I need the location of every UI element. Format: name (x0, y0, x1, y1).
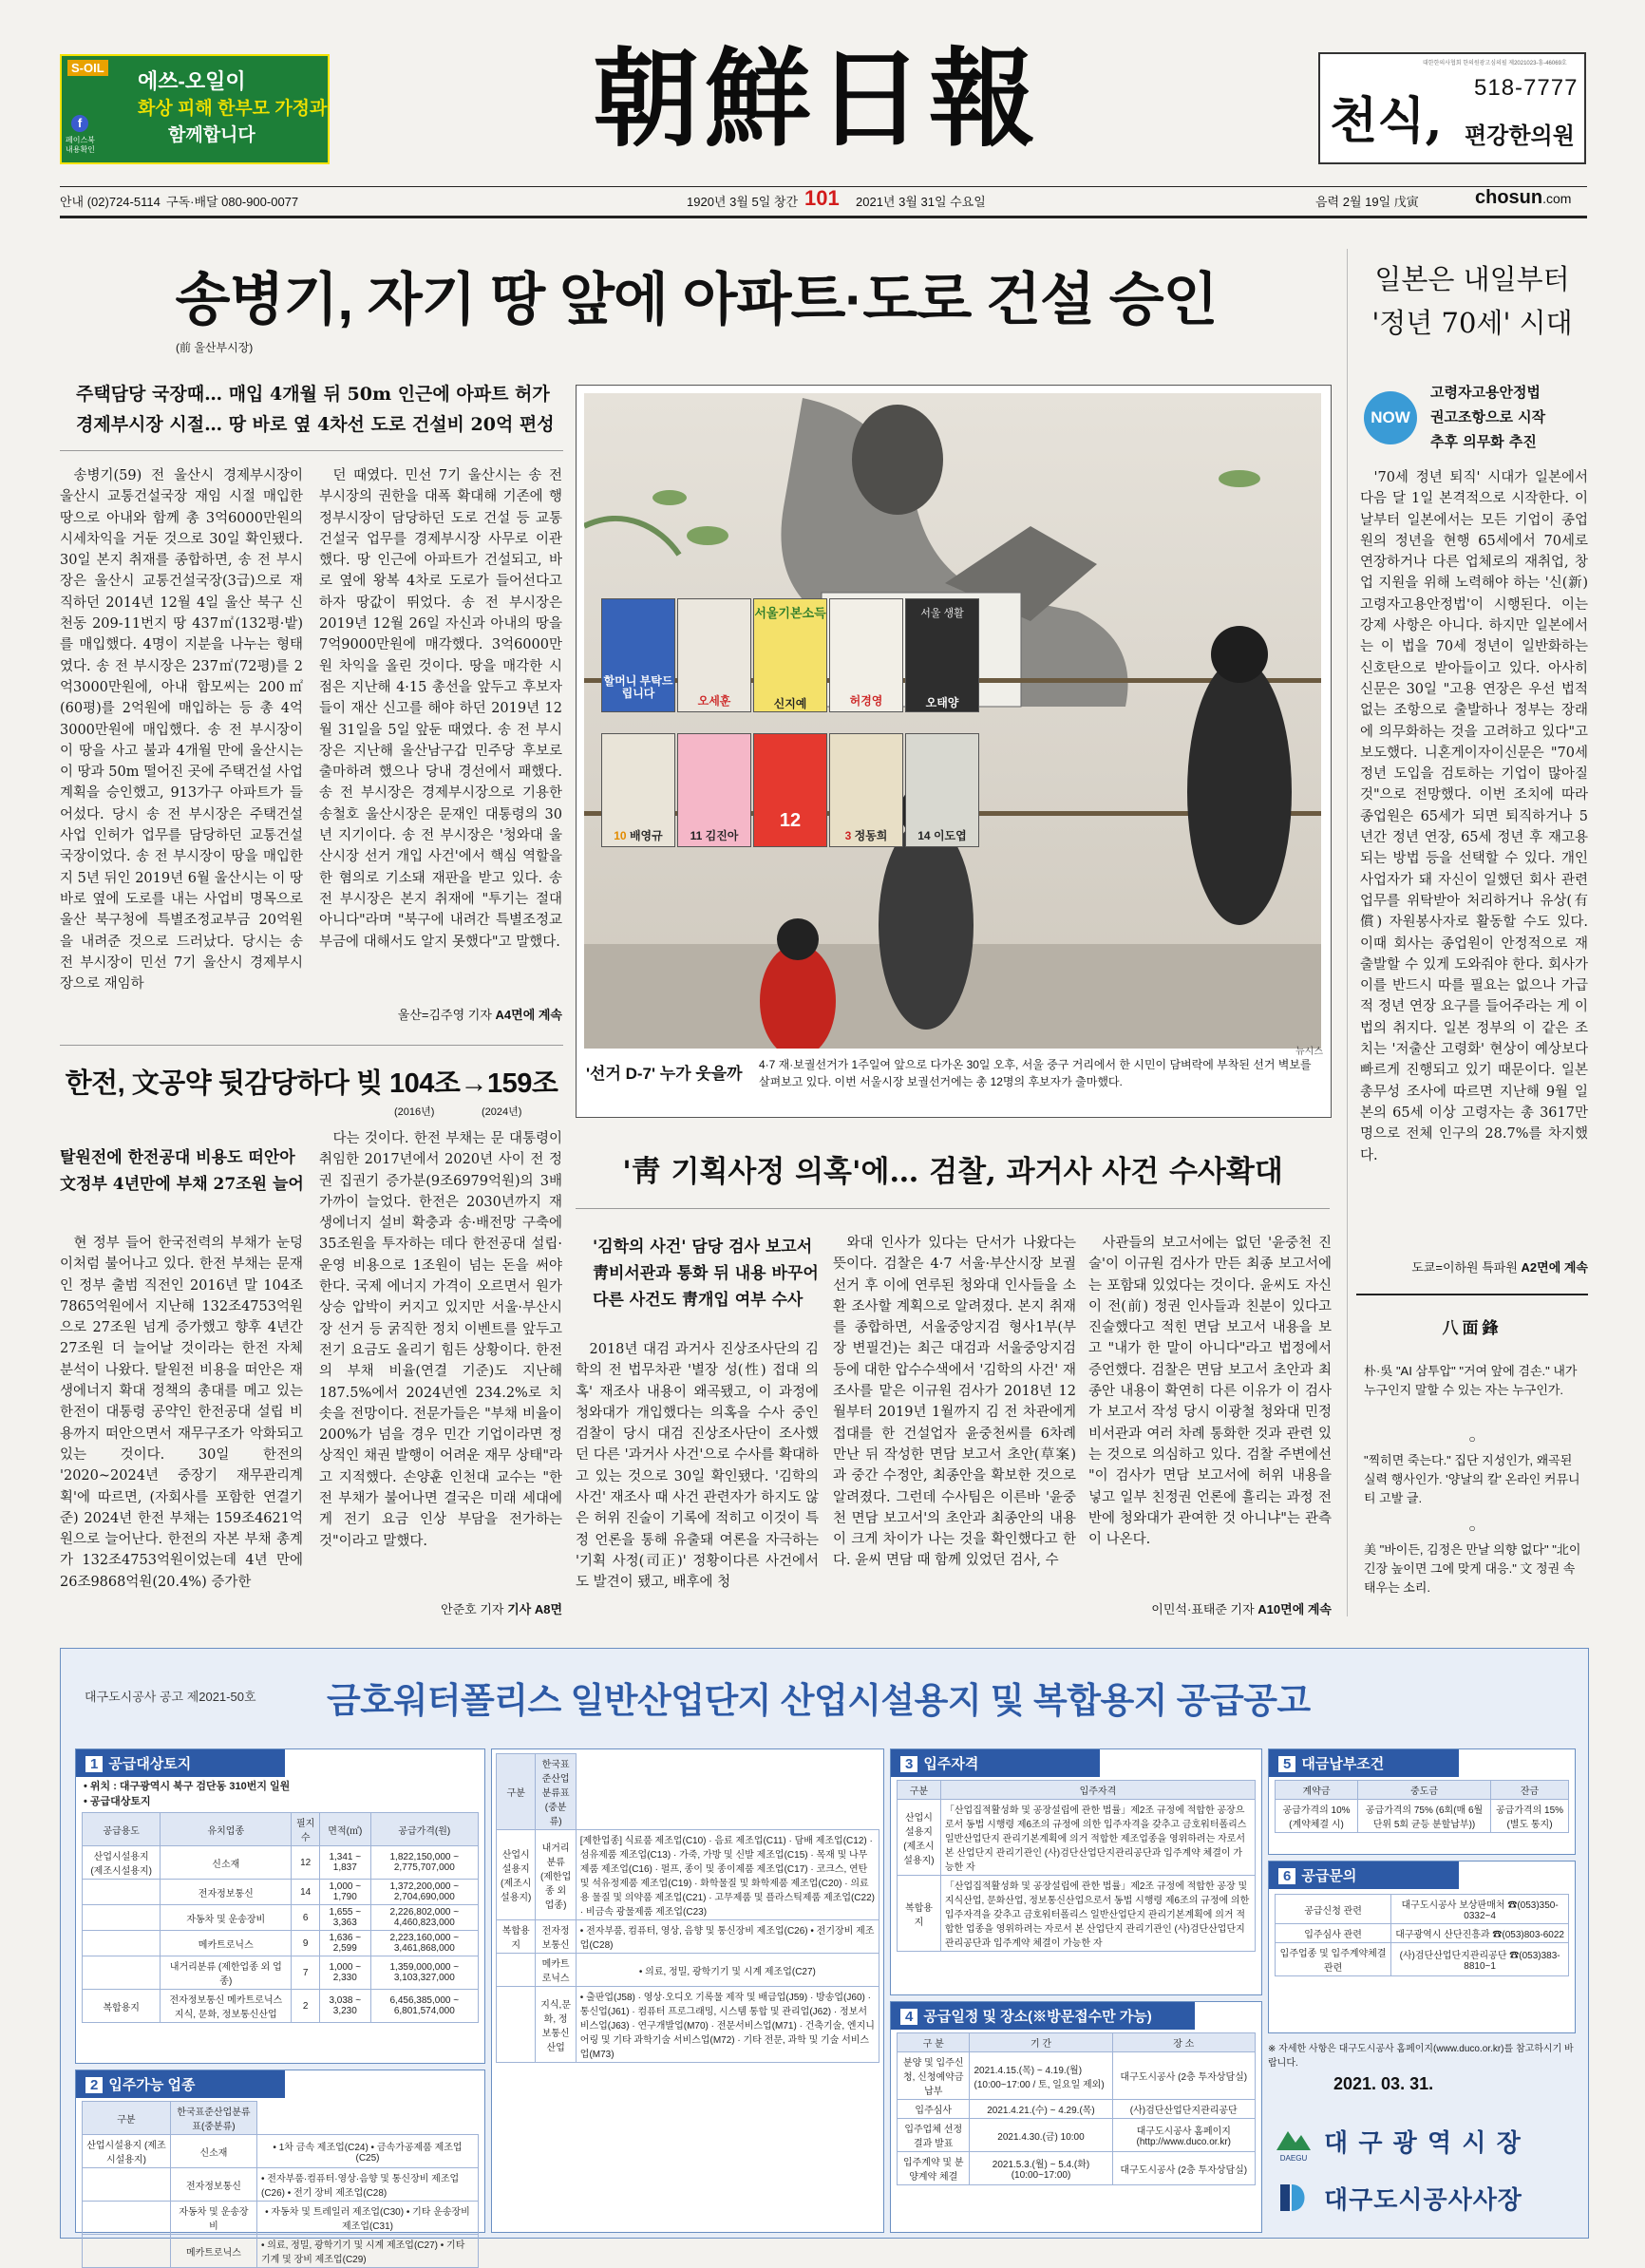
ad-middle-header-row (497, 1754, 879, 1830)
daegu-logo-text: DAEGU (1279, 2154, 1308, 2163)
kepco-body-1: 현 정부 들어 한국전력의 부채가 눈덩이처럼 불어나고 있다. 한전 부채는 문재인 정부 출범 직전인 2016년 말 104조7865억원에서 지난해 132조4753억원으로 27조원 넘게 증가했고 향후 4년간 27조원 더 늘어날 것이라는 한전 자체 분석이 나왔다. 탈원전 비용을 떠안은 재생에너지 확대 정책의 총대를 메고 있는 한전이 대통령 공약인 한전공대 설립 비용까지 떠안으면서 재무구조가 악화되고 있는 것이다. 30일 한전의 '2020~2024년 중장기 재무관리계획'에 따르면, (자회사를 포함한 연결기준) 2024년 한전 부채는 159조4621억원으로 늘어난다. 한전의 자본 부채 총계가 132조4753억원이었는데 4년 만에 26조9868억원(20.4%) 증가한 (60, 1236, 303, 1590)
poster-10-name: 이도엽 (933, 829, 967, 842)
bluehouse-body-3: 사관들의 보고서에는 없던 '윤중천 진술'이 이규원 검사가 만든 최종 보고서에는 포함돼 있었다는 것이다. 윤씨도 자신이 전(前) 정권 인사들과 친분이 있다고 진술했다고 적힌 면담 보고서 내용을 보고 "내가 한 말이 아니다"라고 법정에서 증언했다. 검찰은 면담 보고서 초안과 최종안 내용이 확연히 다른 이유가 이 검사가 보고서 작성 당시 이광철 청와대 민정비서관과 여러 차례 통화한 것과 관련 있는 것으로 의심하고 있다. 검찰 주변에선 "이 검사가 면담 보고서에 허위 내용을 넣고 일부 친정권 언론에 흘리는 과정 전반에 청와대가 관여한 것 아니냐"는 관측이 나온다. (1088, 1236, 1332, 1548)
ad-supply-header-cell: 필지수 (292, 1813, 320, 1846)
ad-payment-header-cell: 중도금 (1357, 1781, 1490, 1800)
ad-payment-table (1275, 1780, 1569, 1833)
ad-schedule-cell: 입주업체 선정결과 발표 (898, 2119, 970, 2152)
ad-contact-cell: 공급신청 관련 (1276, 1895, 1391, 1924)
ad-section-3-title: 입주자격 (923, 1756, 979, 1772)
ad-section-3 (890, 1748, 1262, 1995)
ad-industry-cell: • 전자부품·컴퓨터·영상·음향 및 통신장비 제조업(C26) • 전기 장비 제조업(C28) (257, 2168, 479, 2202)
ad-supply-cell: 1,000 ~ 2,330 (320, 1956, 371, 1990)
ad-supply-cell: 2,223,160,000 ~ 3,461,868,000 (370, 1931, 478, 1956)
ad-industry-cell: 산업시설용지 (제조시설용지) (83, 2135, 171, 2168)
ad-middle-header-cell: 한국표준산업분류표(중분류) (536, 1754, 576, 1830)
soil-ad-line3: 함께합니다 (168, 125, 255, 145)
right-column-divider (1347, 249, 1348, 1616)
palmyeon-sep-1: ○ (1468, 1432, 1476, 1446)
kepco-credit (319, 1599, 562, 1617)
bluehouse-credit (1088, 1599, 1332, 1617)
ad-industry-cell (83, 2168, 171, 2202)
ad-payment-cell: 공급가격의 75% (6회(매 6월 단위 5회 균등 분할납부)) (1357, 1800, 1490, 1833)
kepco-top-rule (60, 1045, 563, 1046)
ad-supply-cell (83, 1956, 161, 1990)
ad-middle-cell: • 출판업(J58) · 영상·오디오 기록물 제작 및 배급업(J59) · 방송업(J60) · 통신업(J61) · 컴퓨터 프로그래밍, 시스템 통합 및 관리업(J62) · 정보서비스업(J63) · 연구개발업(M70) · 전문서비스업(M71) · 건축기술, 엔지니어링 및 기타 과학기술 서비스업(M72) · 기타 전문, 과학 및 기술 서비스업(M73) (576, 1987, 879, 2063)
pyeonkang-ad-phone: 518-7777 (1474, 75, 1579, 101)
ad-middle-cell: 복합용지 (497, 1920, 536, 1954)
lead-column-2 (319, 465, 562, 1005)
ad-section-4-number: 4 (900, 2009, 917, 2025)
ad-section-4-header (891, 2002, 1195, 2030)
poster-10-number: 14 (917, 829, 931, 842)
ad-section-5-number: 5 (1278, 1756, 1295, 1772)
ad-contact-table (1275, 1894, 1569, 1976)
ad-qualify-header-cell: 구분 (898, 1781, 941, 1800)
poster-5 (905, 598, 979, 712)
lead-body-2: 던 때였다. 민선 7기 울산시는 송 전 부시장의 권한을 대폭 확대해 기존에 행정부시장이 담당하던 도로 건설 등 교통건설국 업무를 경제부시장 사무로 이관했다. 땅 인근에 아파트가 건설되고, 바로 옆에 왕복 4차로 도로가 들어선다고 하자 땅값이 뛰었다. 송 전 부시장은 2019년 12월 26일 자신과 아내의 땅을 7억9000만원에 매각했다. 3억6000만원 차익을 올린 것이다. 땅을 매각한 시점은 지난해 4·15 총선을 앞두고 후보자들이 재산 신고를 해야 하던 2019년 12월 31일을 5일 앞둔 때였다. 송 전 부시장은 지난해 울산남구갑 민주당 후보로 출마하려 했으나 당내 경선에서 패했다. 송 전 부시장은 경제부시장으로 기용한 송철호 울산시장은 문재인 대통령의 30년 지기이다. 송 전 부시장은 '청와대 울산시장 선거 개입 사건'에서 핵심 역할을 한 혐의로 기소돼 재판을 받고 있다. 송 전 부시장은 본지 취재에 "투기는 절대 아니다"라며 "북구에 내려간 특별조정교부금에 대해서도 알지 못했다"고 말했다. (319, 468, 562, 950)
lead-body-1: 송병기(59) 전 울산시 경제부시장이 울산시 교통건설국장 재임 시절 매입한 땅으로 아내와 함께 총 3억6000만원의 시세차익을 거둔 것으로 30일 확인됐다. 30일 본지 취재를 종합하면, 송 전 부시장은 울산시 교통건설국장(3급)으로 재직하던 2014년 12월 4일 울산 북구 신천동 209-11번지 땅 437㎡(132평·밭)를 매입했다. 4명이 지분을 나누는 형태였다. 송 전 부시장은 237㎡(72평)를 2억3000만원에, 아내 함모씨는 200㎡(60평)를 2억원에 매입하는 등 총 4억3000만원에 매입했다. 송 전 부시장이 이 땅을 사고 불과 4개월 만에 울산시는 이 땅과 50m 떨어진 곳에 주택건설 사업계획을 승인했고, 913가구 아파트가 들어섰다. 당시 송 전 부시장은 주택건설 사업 인허가 업무를 담당하던 교통건설국장이었다. 송 전 부시장이 땅을 매입한 지 5년 뒤인 2019년 6월 울산시는 이 땅 바로 옆에 도로를 내는 사업비 명목으로 울산 북구청에 특별조정교부금 20억원을 내려준 것으로 드러났다. 당시는 송 전 부시장이 민선 7기 울산시 경제부시장으로 재임하 (60, 468, 303, 992)
ad-supply-cell: 2,226,802,000 ~ 4,460,823,000 (370, 1905, 478, 1931)
ad-contact-row (1276, 1924, 1569, 1943)
ad-payment-header-row (1276, 1781, 1569, 1800)
poster-7 (677, 733, 751, 847)
kepco-subhead-1: 탈원전에 한전공대 비용도 떠안아 (60, 1148, 295, 1167)
japan-credit-page: A2면에 계속 (1521, 1260, 1588, 1275)
ad-supply-sub: • 공급대상토지 (84, 1796, 151, 1807)
ad-qualify-cell: 산업시설용지 (제조시설용지) (898, 1800, 941, 1876)
ad-qualify-cell: 복합용지 (898, 1876, 941, 1952)
lead-column-1 (60, 465, 303, 1024)
subscribe-phone: 구독·배달 080-900-0077 (166, 195, 299, 209)
ad-supply-cell: 1,000 ~ 1,790 (320, 1880, 371, 1905)
masthead-rule-bottom (60, 216, 1587, 218)
ad-schedule-row (898, 2052, 1256, 2100)
soil-ad[interactable] (60, 54, 330, 164)
ad-supply-cell: 2 (292, 1990, 320, 2023)
poster-10 (905, 733, 979, 847)
poster-2-name: 오세훈 (697, 694, 731, 708)
ad-contact-cell: (사)검단산업단지관리공단 ☎(053)383-8810~1 (1391, 1943, 1569, 1976)
ad-section-5 (1268, 1748, 1576, 1855)
ad-supply-cell: 12 (292, 1846, 320, 1880)
ad-contact-cell: 입주심사 관련 (1276, 1924, 1391, 1943)
ad-industry-cell: 메카트로닉스 (170, 2235, 256, 2268)
palmyeon-item-2: "찍히면 죽는다." 집단 지성인가, 왜곡된 실력 행사인가. '양날의 칼' 온라인 커뮤니티 고발 글. (1364, 1453, 1580, 1505)
ad-industry-row (83, 2235, 479, 2268)
poster-3 (753, 598, 827, 712)
ad-supply-header-cell: 유치업종 (161, 1813, 292, 1846)
ad-qualify-cell: 「산업집적활성화 및 공장설립에 관한 법률」제2조 규정에 적합한 공장으로서 동법 시행령 제6조의 규정에 의한 입주자격을 갖추고 금호워터폴리스 일반산업단지 관리기본계획에 의거 적합한 제조업종을 영위하려는 자로서 본 산업단지 관리기관인 (사)검단산업단지관리공단과 입주계약 체결이 가능한 자 (940, 1800, 1255, 1876)
poster-6-label (602, 827, 674, 843)
ad-qualify-table (897, 1780, 1256, 1952)
lead-subhead-2: 경제부시장 시절… 땅 바로 옆 4차선 도로 건설비 20억 편성 (76, 414, 555, 435)
japan-subhead-2: 권고조항으로 시작 (1430, 408, 1546, 425)
lead-sub-rule (60, 450, 563, 451)
ad-date: 2021. 03. 31. (1333, 2074, 1434, 2093)
bluehouse-subhead-1: '김학의 사건' 담당 검사 보고서 (593, 1238, 813, 1257)
poster-8 (753, 733, 827, 847)
ad-section-2 (75, 2070, 485, 2265)
ad-supply-cell: 내거리분류 (제한업종 외 업종) (161, 1956, 292, 1990)
ad-supply-header-cell: 공급가격(원) (370, 1813, 478, 1846)
ad-industry-row (83, 2135, 479, 2168)
kepco-year-1: (2016년) (394, 1106, 435, 1118)
ad-industry-row (83, 2168, 479, 2202)
palmyeon-box (1356, 1294, 1588, 1609)
ad-middle-cell: 메카트로닉스 (536, 1954, 576, 1987)
japan-headline-2: '정년 70세' 시대 (1371, 307, 1573, 339)
founded-date: 1920년 3월 5일 창간 (687, 195, 799, 209)
poster-9-label (830, 827, 902, 843)
ad-schedule-cell: 입주심사 (898, 2100, 970, 2119)
ad-contact-row (1276, 1895, 1569, 1924)
ad-middle-cell: • 의료, 정밀, 광학기기 및 시계 제조업(C27) (576, 1954, 879, 1987)
ad-title: 금호워터폴리스 일반산업단지 산업시설용지 및 복합용지 공급공고 (327, 1681, 1311, 1720)
ad-schedule-cell: 대구도시공사 홈페이지 (http://www.duco.or.kr) (1112, 2119, 1255, 2152)
infobar (60, 186, 1587, 213)
newspaper-title: 朝鮮日報 (593, 37, 1041, 161)
ad-schedule-cell: 2021.4.30.(금) 10:00 (970, 2119, 1112, 2152)
ad-supply-cell: 1,372,200,000 ~ 2,704,690,000 (370, 1880, 478, 1905)
bluehouse-body-2: 와대 인사가 있다는 단서가 나왔다는 뜻이다. 검찰은 4·7 서울·부산시장 보궐선거 후 이에 연루된 청와대 인사들을 소환 조사할 계획으로 알려졌다. 본지 취재를 종합하면, 서울중앙지검 형사1부(부장 변필건)는 최근 대검과 서울중앙지검 등에 대한 압수수색에서 '김학의 사건' 재조사를 맡은 이규원 검사가 2018년 12월부터 2019년 1월까지 김 전 차관에게 접대를 한 건설업자 윤중천씨를 6차례 만난 뒤 작성한 면담 보고서 초안(草案)과 중간 수정안, 최종안을 확보한 것으로 알려졌다. 그런데 수사팀은 이른바 '윤중천 면담 보고서'의 초안과 최종안의 내용이 크게 차이가 나는 것을 확인했다고 한다. 윤씨 면담 때 함께 있었던 검사, 수 (833, 1236, 1076, 1569)
issue-date: 2021년 3월 31일 수요일 (856, 195, 986, 209)
ad-contact-row (1276, 1943, 1569, 1976)
ad-supply-cell: 14 (292, 1880, 320, 1905)
poster-9-name: 정동희 (854, 829, 888, 842)
bluehouse-credit-page: A10면에 계속 (1257, 1602, 1332, 1616)
soil-ad-facebook: 페이스북 내용확인 (66, 136, 95, 154)
ad-middle-row (497, 1830, 879, 1920)
ad-middle-header-cell: 구분 (497, 1754, 536, 1830)
bluehouse-column-3 (1088, 1233, 1332, 1596)
poster-7-name: 김진아 (705, 829, 739, 842)
pyeonkang-ad[interactable] (1318, 52, 1586, 164)
ad-section-2-title: 입주가능 업종 (108, 2077, 196, 2093)
poster-8-number: 12 (779, 810, 802, 831)
ad-payment-row (1276, 1800, 1569, 1833)
ad-contact-cell: 입주업종 및 입주계약체결 관련 (1276, 1943, 1391, 1976)
ad-sign-2: 대구도시공사사장 (1324, 2185, 1522, 2214)
bluehouse-subhead-3: 다른 사건도 靑개입 여부 수사 (593, 1291, 804, 1310)
lead-credit-page: A4면에 계속 (495, 1008, 562, 1022)
ad-supply-cell: 자동차 및 운송장비 (161, 1905, 292, 1931)
ad-section-5-title: 대금납부조건 (1301, 1756, 1385, 1772)
ad-supply-cell: 복합용지 (83, 1990, 161, 2023)
ad-supply-header-cell: 면적(㎡) (320, 1813, 371, 1846)
japan-headline-1: 일본은 내일부터 (1374, 263, 1570, 295)
palmyeon-item-1: 朴·吳 "AI 삼투압" "거여 앞에 겸손." 내가 누구인지 말할 수 있는 자는 누구인가. (1364, 1364, 1578, 1397)
ad-supply-cell: 전자정보통신 (161, 1880, 292, 1905)
poster-5-name: 오태양 (925, 696, 959, 709)
photo-caption-text: 4·7 재·보궐선거가 1주일여 앞으로 다가온 30일 오후, 서울 중구 거리에서 한 시민이 담벼락에 부착된 선거 벽보를 살펴보고 있다. 이번 서울시장 보궐선거에는 총 12명의 후보자가 출마했다. (759, 1058, 1312, 1088)
ad-supply-row (83, 1905, 479, 1931)
poster-5-slogan: 서울 생활 (920, 608, 964, 619)
ad-schedule-header-cell: 구 분 (898, 2033, 970, 2052)
now-badge: NOW (1364, 391, 1417, 444)
photo-caption-title: '선거 D-7' 누가 웃을까 (586, 1065, 743, 1083)
ad-supply-row (83, 1846, 479, 1880)
ad-supply-cell: 1,655 ~ 3,363 (320, 1905, 371, 1931)
ad-middle-cell: 지식,문화, 정보통신산업 (536, 1987, 576, 2063)
soil-ad-line2: 화상 피해 한부모 가정과 (138, 99, 328, 119)
ad-supply-cell: 1,636 ~ 2,599 (320, 1931, 371, 1956)
ad-notice-number: 대구도시공사 공고 제2021-50호 (85, 1690, 256, 1704)
ad-middle-table (496, 1753, 879, 2063)
ad-supply-header-row (83, 1813, 479, 1846)
palmyeon-title: 八面鋒 (1442, 1319, 1503, 1338)
photo-agency: 뉴시스 (1295, 1047, 1323, 1057)
ad-industry-cell (83, 2202, 171, 2235)
ad-section-3-header (891, 1749, 1100, 1777)
lead-headline-note: (前 울산부시장) (176, 341, 254, 354)
japan-subhead-3: 추후 의무화 추진 (1430, 433, 1537, 450)
pyeonkang-ad-small: 대한한의사협회 한의원광고심의필 제2021023-흥-46069호 (1423, 61, 1567, 66)
ad-middle (491, 1748, 884, 2233)
ad-note: ※ 자세한 사항은 대구도시공사 홈페이지(www.duco.or.kr)를 참고하시기 바랍니다. (1268, 2044, 1574, 2069)
daegu-ad[interactable] (60, 1648, 1589, 2265)
ad-supply-cell: 산업시설용지 (제조시설용지) (83, 1846, 161, 1880)
facebook-icon: f (71, 115, 88, 132)
ad-middle-cell: 내거리분류 (제한업종 외 업종) (536, 1830, 576, 1920)
ad-industry-header-cell: 구분 (83, 2102, 171, 2135)
lead-headline: 송병기, 자기 땅 앞에 아파트·도로 건설 승인 (175, 268, 1218, 331)
ad-schedule-cell: (사)검단산업단지관리공단 (1112, 2100, 1255, 2119)
ad-supply-cell: 1,359,000,000 ~ 3,103,327,000 (370, 1956, 478, 1990)
ad-schedule-row (898, 2152, 1256, 2185)
contact-phone: 안내 (02)724-5114 (60, 195, 161, 209)
ad-supply-cell: 1,822,150,000 ~ 2,775,707,000 (370, 1846, 478, 1880)
japan-credit (1360, 1257, 1588, 1276)
ad-industry-cell: • 1차 금속 제조업(C24) • 금속가공제품 제조업(C25) (257, 2135, 479, 2168)
ad-schedule-cell: 2021.4.21.(수) ~ 4.29.(목) (970, 2100, 1112, 2119)
ad-middle-cell (497, 1954, 536, 1987)
ad-qualify-row (898, 1800, 1256, 1876)
japan-column (1360, 467, 1588, 1252)
poster-1 (601, 598, 675, 712)
ad-industry-cell: 신소재 (170, 2135, 256, 2168)
bluehouse-column-1 (576, 1339, 819, 1616)
ad-payment-cell: 공급가격의 10% (계약체결 시) (1276, 1800, 1358, 1833)
kepco-credit-name: 안준호 기자 (441, 1602, 504, 1616)
ad-industry-header-row (83, 2102, 479, 2135)
ad-middle-cell: 전자정보통신 (536, 1920, 576, 1954)
ad-industry-table (82, 2101, 479, 2268)
ad-schedule-header-cell: 기 간 (970, 2033, 1112, 2052)
ad-supply-cell: 전자정보통신 메카트로닉스 지식, 문화, 정보통신산업 (161, 1990, 292, 2023)
ad-section-4 (890, 2001, 1262, 2233)
ad-supply-row (83, 1931, 479, 1956)
ad-qualify-cell: 「산업집적활성화 및 공장설립에 관한 법률」제2조 규정에 적합한 공장 및 지식산업, 문화산업, 정보통신산업으로서 동법 시행령 제6조의 규정에 의한 입주자격을 갖추고 금호워터폴리스 일반산업단지 관리기본계획에 의거 적합한 업종을 영위하려는 자로서 본 산업단지 관리기관인 (사)검단산업단지관리공단과 입주계약 체결이 가능한 자 (940, 1876, 1255, 1952)
ad-schedule-cell: 2021.5.3.(월) ~ 5.4.(화) (10:00~17:00) (970, 2152, 1112, 2185)
ad-industry-cell: • 의료, 정밀, 광학기기 및 시계 제조업(C27) • 기타 기계 및 장비 제조업(C29) (257, 2235, 479, 2268)
kepco-body-2: 다는 것이다. 한전 부채는 문 대통령이 취임한 2017년에서 2020년 사이 전 정권 집권기 증가분(9조6979억원)의 3배가까이 늘었다. 한전은 2030년까지 재생에너지 설비 확충과 송·배전망 구축에 35조원을 투자하는 데다 한전공대 설립·운영 비용으로 1조원이 넘는 돈을 써야 한다. 국제 에너지 가격이 오르면서 원가 상승 압박이 커지고 있지만 서울·부산시장 선거 등 굵직한 정치 이벤트를 앞두고 전기 요금도 올리기 힘든 상황이다. 한전의 부채 비율(연결 기준)도 지난해 187.5%에서 2024년엔 234.2%로 치솟을 전망이다. 전문가들은 "부채 비율이 200%가 넘을 경우 민간 기업이라면 정상적인 채권 발행이 어려운 재무 상태"라고 지적했다. 손양훈 인천대 교수는 "한전 부채가 불어나면 결국은 미래 세대에게 전기 요금 인상 부담을 전가하는 것"이라고 말했다. (319, 1131, 562, 1549)
site-name: chosun (1475, 187, 1543, 208)
soil-ad-brand: S-OIL (67, 60, 108, 76)
ad-schedule-header-row (898, 2033, 1256, 2052)
poster-2 (677, 598, 751, 712)
japan-body: '70세 정년 퇴직' 시대가 일본에서 다음 달 1일 본격적으로 시작한다. 이날부터 일본에서는 모든 기업이 종업원의 정년을 현행 65세에서 70세로 연장하거나 다른 업체로의 재취업, 창업 지원을 위해 노력해야 하는 '신(新)고령자고용안정법'이 시행된다. 이는 강제 사항은 아니다. 하지만 일본에서는 이 법을 70세 정년이 일반화하는 신호탄으로 받아들이고 있다. 아사히신문은 30일 "고용 연장은 우선 법적 없는 조항으로 출발하나 정부는 장래에 의무화하는 것을 고려하고 있다"고 보도했다. 니혼게이자이신문은 "70세 정년 도입을 검토하는 기업이 많아질 것"으로 전망했다. 이번 조치에 따라 종업원은 65세가 되면 퇴직하거나 5년간 정년 연장, 65세 정년 후 재고용되는 방법 등을 선택할 수 있다. 개인사업자가 돼 자신이 일했던 회사 관련 업무를 위탁받아 처리하거나 유상(有償) 자원봉사자로 활동할 수도 있다. 이때 회사는 종업원이 안정적으로 재출발할 수 있게 도와줘야 한다. 회사가 이를 반드시 따를 필요는 없으나 가급적 정년 연장 요구를 들어주라는 게 이 법의 취지다. 일본 정부의 이 같은 조치는 '저출산 고령화' 현상이 예상보다 빠르게 진행되고 있기 때문이다. 일본 총무성 조사에 따르면 지난해 9월 일본의 65세 이상 고령자는 총 3617만명으로 전체 인구의 28.7%를 차지했다. (1360, 470, 1588, 1163)
ad-schedule-row (898, 2119, 1256, 2152)
ad-section-1-number: 1 (85, 1756, 103, 1772)
japan-subhead-1: 고령자고용안정법 (1430, 384, 1541, 401)
ad-schedule-cell: 대구도시공사 (2층 투자상담실) (1112, 2152, 1255, 2185)
ad-section-2-number: 2 (85, 2077, 103, 2093)
ad-industry-cell: • 자동차 및 트레일러 제조업(C30) • 기타 운송장비 제조업(C31) (257, 2202, 479, 2235)
bluehouse-subhead-2: 靑비서관과 통화 뒤 내용 바꾸어 (593, 1264, 819, 1283)
ad-schedule-header-cell: 장 소 (1112, 2033, 1255, 2052)
kepco-column-1 (60, 1233, 303, 1616)
bluehouse-credit-name: 이민석·표태준 기자 (1151, 1602, 1255, 1616)
ad-sign-1: 대 구 광 역 시 장 (1324, 2128, 1522, 2157)
ad-contact-cell: 대구도시공사 보상판매처 ☎(053)350-0332~4 (1391, 1895, 1569, 1924)
kepco-headline: 한전, 文공약 뒷감당하다 빚 104조→159조 (65, 1068, 558, 1099)
ad-section-6-number: 6 (1278, 1868, 1295, 1884)
site-link[interactable] (1475, 187, 1571, 209)
poster-6 (601, 733, 675, 847)
ad-schedule-cell: 입주계약 및 분양계약 체결 (898, 2152, 970, 2185)
ad-supply-cell (83, 1880, 161, 1905)
poster-1-slogan: 할머니 부탁드립니다 (603, 674, 673, 700)
palmyeon-item-3: 美 "바이든, 김정은 만날 의향 없다" "北이 긴장 높이면 그에 맞게 대응." 文 정권 속 태우는 소리. (1364, 1542, 1581, 1595)
ad-qualify-row (898, 1876, 1256, 1952)
ad-section-4-title: 공급일정 및 장소(※방문접수만 가능) (923, 2009, 1152, 2025)
poster-9-number: 3 (844, 829, 852, 842)
kepco-credit-page: 기사 A8면 (507, 1602, 562, 1616)
lunar-date: 음력 2월 19일 戊寅 (1315, 195, 1419, 209)
ad-section-2-header (76, 2070, 285, 2098)
daegu-city-logo (1273, 2122, 1314, 2164)
ad-middle-cell (497, 1987, 536, 2063)
kepco-subhead-2: 文정부 4년만에 부채 27조원 늘어 (60, 1175, 304, 1194)
ad-middle-cell: 산업시설용지 (제조시설용지) (497, 1830, 536, 1920)
poster-6-name: 배영규 (629, 829, 663, 842)
kepco-year-2: (2024년) (482, 1106, 522, 1118)
lead-credit-name: 울산=김주영 기자 (397, 1008, 492, 1022)
site-suffix: .com (1542, 191, 1572, 206)
ad-schedule-row (898, 2100, 1256, 2119)
ad-middle-cell: [제한업종] 식료품 제조업(C10) · 음료 제조업(C11) · 담배 제조업(C12) · 섬유제품 제조업(C13) · 가죽, 가방 및 신발 제조업(C15) · 목재 및 나무제품 제조업(C16) · 펄프, 종이 및 종이제품 제조업(C17) · 코크스, 연탄 및 석유정제품 제조업(C19) · 화학물질 및 화학제품 제조업(C20) · 의료용 물질 및 의약품 제조업(C21) · 고무제품 및 플라스틱제품 제조업(C22) · 비금속 광물제품 제조업(C23) (576, 1830, 879, 1920)
palmyeon-sep-2: ○ (1468, 1521, 1476, 1535)
soil-ad-line1: 에쓰-오일이 (138, 69, 246, 93)
photo-image (584, 393, 1321, 1049)
election-photo (576, 385, 1332, 1118)
poster-3-name: 신지예 (773, 697, 807, 710)
ad-section-1 (75, 1748, 485, 2064)
bluehouse-rule (576, 1208, 1330, 1209)
ad-section-3-number: 3 (900, 1756, 917, 1772)
poster-4 (829, 598, 903, 712)
ad-industry-cell (83, 2235, 171, 2268)
japan-credit-name: 도쿄=이하원 특파원 (1411, 1260, 1518, 1275)
ad-supply-cell: 메카트로닉스 (161, 1931, 292, 1956)
ad-payment-cell: 공급가격의 15% (별도 통지) (1491, 1800, 1569, 1833)
ad-industry-cell: 전자정보통신 (170, 2168, 256, 2202)
ad-supply-cell (83, 1931, 161, 1956)
poster-3-slogan: 서울기본소득 (754, 606, 826, 620)
ad-section-6 (1268, 1861, 1576, 2033)
ad-payment-header-cell: 계약금 (1276, 1781, 1358, 1800)
kepco-column-2 (319, 1128, 562, 1596)
ad-qualify-header-cell: 입주자격 (940, 1781, 1255, 1800)
pyeonkang-ad-sub: 편강한의원 (1465, 122, 1575, 149)
poster-6-number: 10 (614, 829, 627, 842)
bluehouse-column-2 (833, 1233, 1076, 1616)
ad-section-5-header (1269, 1749, 1459, 1777)
ad-schedule-table (897, 2032, 1256, 2185)
ad-supply-cell (83, 1905, 161, 1931)
ad-schedule-cell: 분양 및 입주신청, 신청예약금납부 (898, 2052, 970, 2100)
lead-subhead-1: 주택담당 국장때… 매입 4개월 뒤 50m 인근에 아파트 허가 (76, 384, 550, 405)
ad-section-1-title: 공급대상토지 (108, 1756, 192, 1772)
ad-supply-cell: 3,038 ~ 3,230 (320, 1990, 371, 2023)
poster-4-name: 허경영 (849, 694, 883, 708)
ad-middle-row (497, 1954, 879, 1987)
ad-supply-header-cell: 공급용도 (83, 1813, 161, 1846)
ad-section-6-header (1269, 1862, 1459, 1889)
ad-middle-row (497, 1987, 879, 2063)
ad-middle-row (497, 1920, 879, 1954)
ad-supply-cell: 1,341 ~ 1,837 (320, 1846, 371, 1880)
ad-industry-row (83, 2202, 479, 2235)
poster-7-label (678, 827, 750, 843)
poster-7-number: 11 (690, 829, 703, 842)
ad-industry-header-cell: 한국표준산업분류표(중분류) (170, 2102, 256, 2135)
poster-10-label (906, 827, 978, 843)
ad-section-1-header (76, 1749, 285, 1777)
ad-supply-cell: 9 (292, 1931, 320, 1956)
ad-supply-cell: 신소재 (161, 1846, 292, 1880)
ad-supply-row (83, 1880, 479, 1905)
poster-9 (829, 733, 903, 847)
ad-supply-table (82, 1812, 479, 2023)
ad-qualify-header-row (898, 1781, 1256, 1800)
ad-location: • 위치 : 대구광역시 북구 검단동 310번지 일원 (84, 1781, 291, 1792)
ad-supply-cell: 6,456,385,000 ~ 6,801,574,000 (370, 1990, 478, 2023)
ad-schedule-cell: 대구도시공사 (2층 투자상담실) (1112, 2052, 1255, 2100)
ad-supply-cell: 6 (292, 1905, 320, 1931)
ad-payment-header-cell: 잔금 (1491, 1781, 1569, 1800)
ad-supply-row (83, 1956, 479, 1990)
ad-industry-cell: 자동차 및 운송장비 (170, 2202, 256, 2235)
bluehouse-headline: '靑 기획사정 의혹'에… 검찰, 과거사 사건 수사확대 (622, 1155, 1283, 1189)
pyeonkang-ad-name: 천식, (1330, 92, 1443, 150)
lead-credit (319, 1005, 562, 1023)
issue-number: 101 (804, 186, 840, 210)
ad-section-6-title: 공급문의 (1301, 1868, 1357, 1884)
ad-supply-row (83, 1990, 479, 2023)
ad-schedule-cell: 2021.4.15.(목) ~ 4.19.(월) (10:00~17:00 / 토, 일요일 제외) (970, 2052, 1112, 2100)
ad-middle-cell: • 전자부품, 컴퓨터, 영상, 음향 및 통신장비 제조업(C26) • 전기장비 제조업(C28) (576, 1920, 879, 1954)
ad-supply-cell: 7 (292, 1956, 320, 1990)
ad-contact-cell: 대구광역시 산단진흥과 ☎(053)803-6022 (1391, 1924, 1569, 1943)
daegu-corp-logo (1275, 2179, 1313, 2217)
bluehouse-body-1: 2018년 대검 과거사 진상조사단의 김학의 전 법무차관 '별장 성(性) 접대 의혹' 재조사 내용이 왜곡됐고, 이 과정에 청와대가 개입했다는 의혹을 수사 중인 검찰이 당시 대검 진상조사단이 조사했던 다른 '과거사 사건'으로 수사를 확대하고 있는 것으로 30일 확인됐다. '김학의 사건' 재조사 때 사건 관련자가 하지도 않은 허위 진술이 기록에 적히고 이것이 특정 언론을 통해 유출돼 여론을 자극하는 '기획 사정(司正)' 정황이다른 사건에서도 발견이 됐고, 배후에 청 (576, 1342, 819, 1591)
